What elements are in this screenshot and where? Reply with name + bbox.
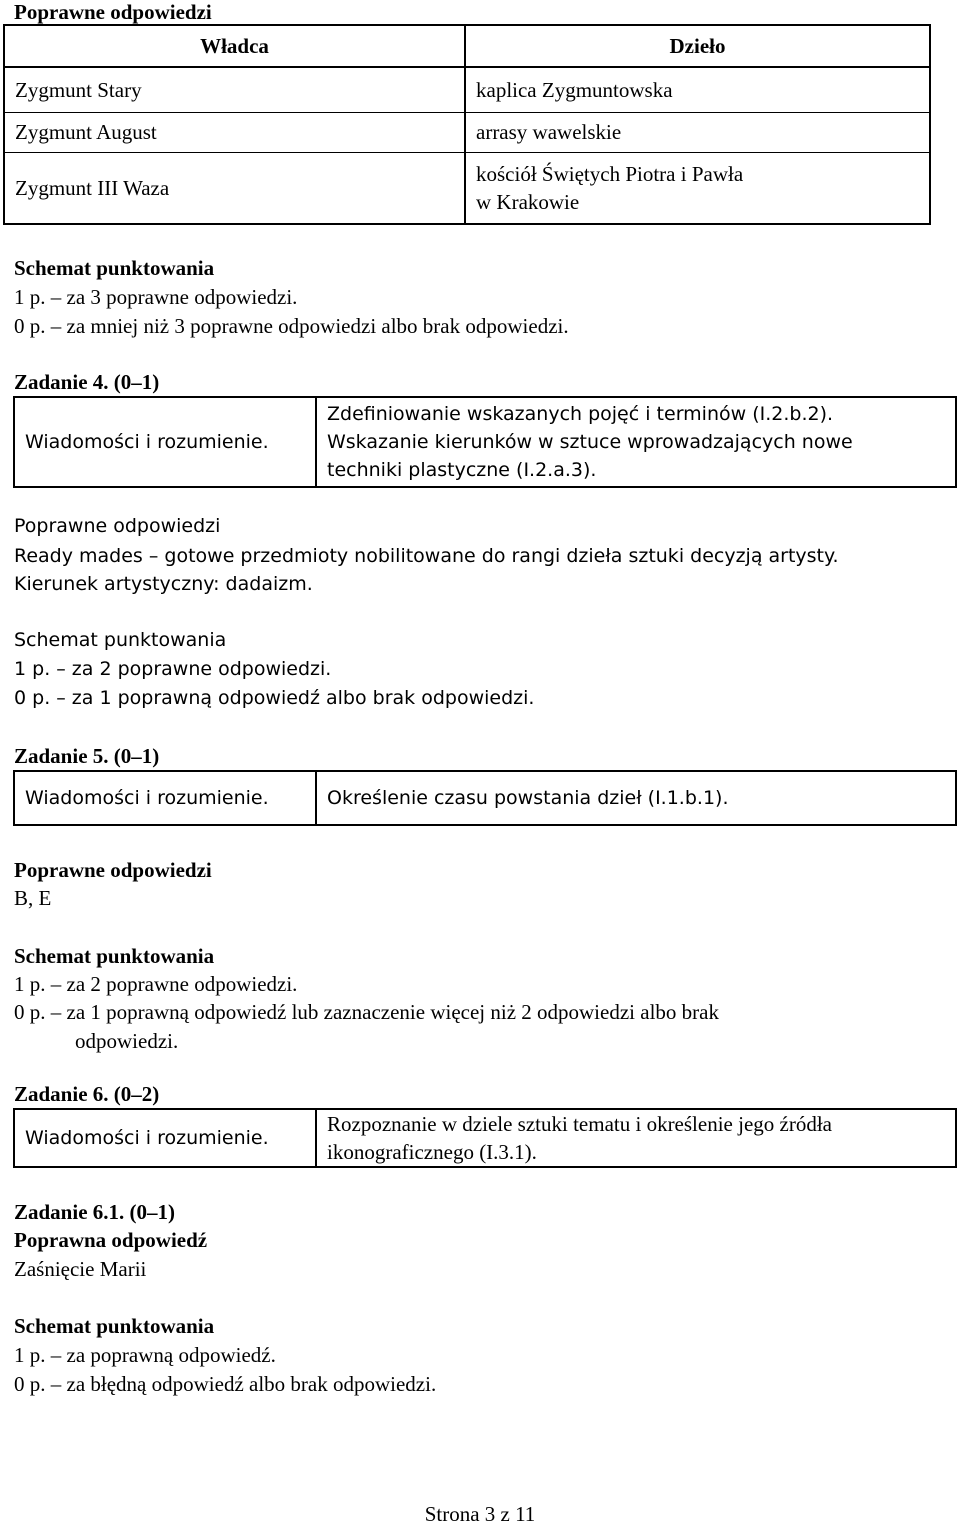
table-cell-work: arrasy wawelskie <box>465 112 930 152</box>
skill-description: Określenie czasu powstania dzieł (I.1.b.1). <box>327 787 729 809</box>
task-title: Zadanie 5. (0–1) <box>14 744 160 768</box>
page-number: Strona 3 z 11 <box>424 1502 536 1526</box>
scoring-heading: Schemat punktowania <box>14 1314 215 1338</box>
skill-description <box>317 398 955 486</box>
scoring-line: odpowiedzi. <box>75 1029 179 1053</box>
answer-line: Zaśnięcie Marii <box>14 1257 147 1281</box>
table-cell-work <box>465 152 930 224</box>
skill-box <box>13 396 957 488</box>
task-title: Zadanie 4. (0–1) <box>14 370 160 394</box>
skill-box <box>13 770 957 826</box>
task-title: Zadanie 6.1. (0–1) <box>14 1200 176 1224</box>
scoring-line: 0 p. – za 1 poprawną odpowiedź albo brak odpowiedzi. <box>14 687 535 709</box>
skill-box <box>13 1108 957 1168</box>
skill-category: Wiadomości i rozumienie. <box>15 1110 317 1166</box>
answers-heading: Poprawne odpowiedzi <box>14 515 221 537</box>
scoring-line: 1 p. – za 3 poprawne odpowiedzi. <box>14 285 298 309</box>
scoring-line: 1 p. – za poprawną odpowiedź. <box>14 1343 276 1367</box>
table-cell-ruler: Zygmunt August <box>4 112 465 152</box>
scoring-line: 0 p. – za mniej niż 3 poprawne odpowiedzi albo brak odpowiedzi. <box>14 314 569 338</box>
skill-line: ikonograficznego (I.3.1). <box>327 1140 537 1164</box>
skill-line: Wskazanie kierunków w sztuce wprowadzających nowe <box>327 431 853 453</box>
work-line: kościół Świętych Piotra i Pawła <box>476 161 744 186</box>
skill-line: techniki plastyczne (I.2.a.3). <box>327 459 597 481</box>
skill-description <box>317 1110 955 1166</box>
skill-category: Wiadomości i rozumienie. <box>15 772 317 824</box>
answers-heading: Poprawne odpowiedzi <box>14 858 212 882</box>
skill-category: Wiadomości i rozumienie. <box>15 398 317 486</box>
skill-line: Rozpoznanie w dziele sztuki tematu i określenie jego źródła <box>327 1112 832 1136</box>
task-title: Zadanie 6. (0–2) <box>14 1082 160 1106</box>
work-line: w Krakowie <box>476 189 580 214</box>
answer-line: Kierunek artystyczny: dadaizm. <box>14 573 313 595</box>
answer-line: Ready mades – gotowe przedmioty nobilitowane do rangi dzieła sztuki decyzją artysty. <box>14 545 839 567</box>
scoring-line: 1 p. – za 2 poprawne odpowiedzi. <box>14 972 298 996</box>
section-heading-answers: Poprawne odpowiedzi <box>14 0 212 24</box>
table-cell-ruler: Zygmunt Stary <box>4 67 465 112</box>
answer-line: B, E <box>14 886 52 910</box>
table-cell-work: kaplica Zygmuntowska <box>465 67 930 112</box>
skill-line: Zdefiniowanie wskazanych pojęć i terminów (I.2.b.2). <box>327 403 834 425</box>
table-cell-ruler: Zygmunt III Waza <box>4 152 465 224</box>
scoring-heading: Schemat punktowania <box>14 944 215 968</box>
column-header-work: Dzieło <box>465 25 930 67</box>
scoring-heading: Schemat punktowania <box>14 629 227 651</box>
rulers-works-table <box>3 24 931 225</box>
scoring-heading: Schemat punktowania <box>14 256 215 280</box>
column-header-ruler: Władca <box>4 25 465 67</box>
answer-heading: Poprawna odpowiedź <box>14 1228 208 1252</box>
scoring-line: 0 p. – za 1 poprawną odpowiedź lub zaznaczenie więcej niż 2 odpowiedzi albo brak <box>14 1000 719 1024</box>
scoring-line: 1 p. – za 2 poprawne odpowiedzi. <box>14 658 332 680</box>
scoring-line: 0 p. – za błędną odpowiedź albo brak odpowiedzi. <box>14 1372 437 1396</box>
